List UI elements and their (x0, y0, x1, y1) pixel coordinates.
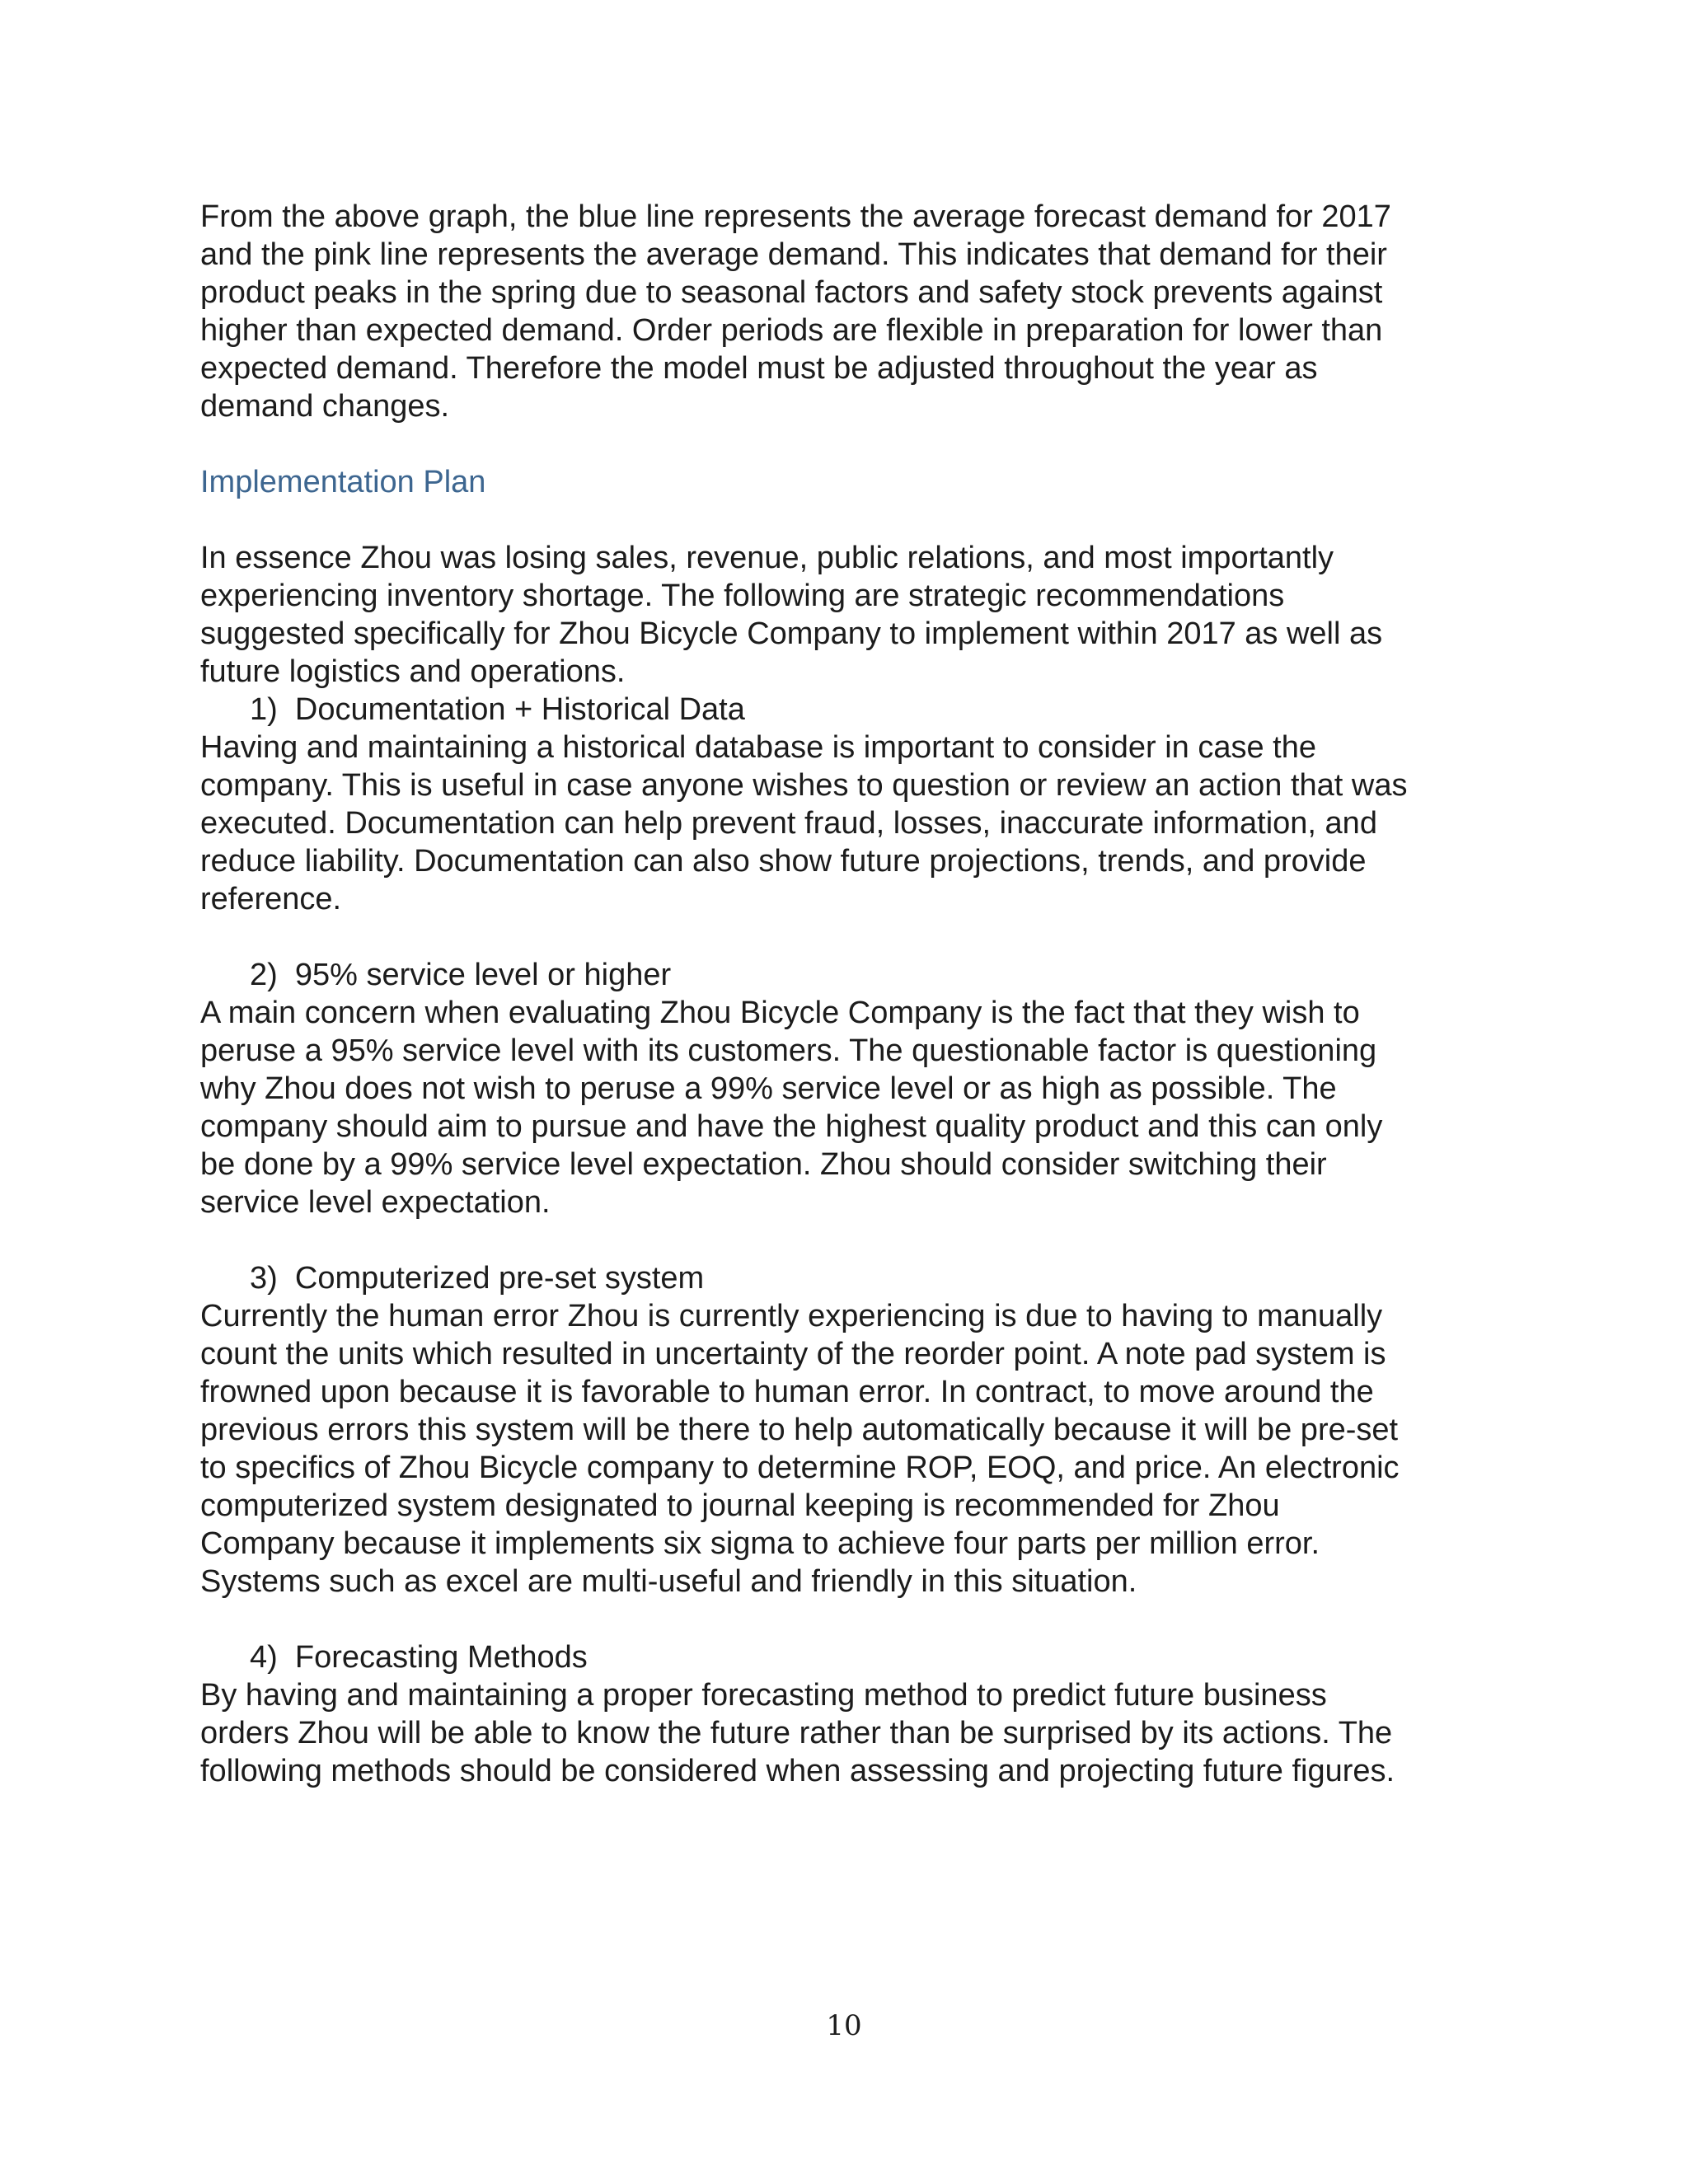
list-item-body-1: Having and maintaining a historical database is important to consider in case the company. This is useful in case anyone wishes to question or review an action that was executed. Documentation can help prevent fraud, losses, inaccurate information, and reduce liability. Documentation can also show future projections, trends, and provide reference. (200, 730, 1408, 916)
section-heading: Implementation Plan (200, 465, 486, 499)
spacer (200, 918, 1503, 956)
list-item-title-3: 3) Computerized pre-set system (250, 1261, 705, 1296)
list-item-body-4: By having and maintaining a proper forecasting method to predict future business orders Zhou will be able to know the future rather than be surprised by its actions. The following methods should be considered when assessing and projecting future figures. (200, 1678, 1395, 1788)
spacer (200, 1601, 1503, 1638)
spacer (200, 501, 1503, 539)
spacer (200, 1221, 1503, 1259)
list-item-body-2: A main concern when evaluating Zhou Bicycle Company is the fact that they wish to peruse a 95% service level with its customers. The questionable factor is questioning why Zhou does not wish to peruse a 99% service level or as high as possible. The company should aim to pursue and have the highest quality product and this can only be done by a 99% service level expectation. Zhou should consider switching their service level expectation. (200, 996, 1383, 1220)
list-item-title-2: 2) 95% service level or higher (250, 958, 672, 992)
page-number: 10 (826, 2009, 862, 2042)
page-content (200, 198, 1503, 1790)
list-item-body-3: Currently the human error Zhou is currently experiencing is due to having to manually count the units which resulted in uncertainty of the reorder point. A note pad system is frowned upon because it is favorable to human error. In contract, to move around the previous errors this system will be there to help automatically because it will be pre-set to specifics of Zhou Bicycle company to determine ROP, EOQ, and price. An electronic computerized system designated to journal keeping is recommended for Zhou Company because it implements six sigma to achieve four parts per million error. Systems such as excel are multi-useful and friendly in this situation. (200, 1299, 1400, 1599)
spacer (200, 425, 1503, 463)
list-item-title-1: 1) Documentation + Historical Data (250, 692, 745, 727)
list-item-title-4: 4) Forecasting Methods (250, 1640, 588, 1675)
section-intro-paragraph: In essence Zhou was losing sales, revenue, public relations, and most importantly experiencing inventory shortage. The following are strategic recommendations suggested specifically for Zhou Bicycle Company to implement within 2017 as well as future logistics and operations. (200, 541, 1383, 689)
intro-paragraph: From the above graph, the blue line represents the average forecast demand for 2017 and the pink line represents the average demand. This indicates that demand for their product peaks in the spring due to seasonal factors and safety stock prevents against higher than expected demand. Order periods are flexible in preparation for lower than expected demand. Therefore the model must be adjusted throughout the year as demand changes. (200, 199, 1391, 424)
